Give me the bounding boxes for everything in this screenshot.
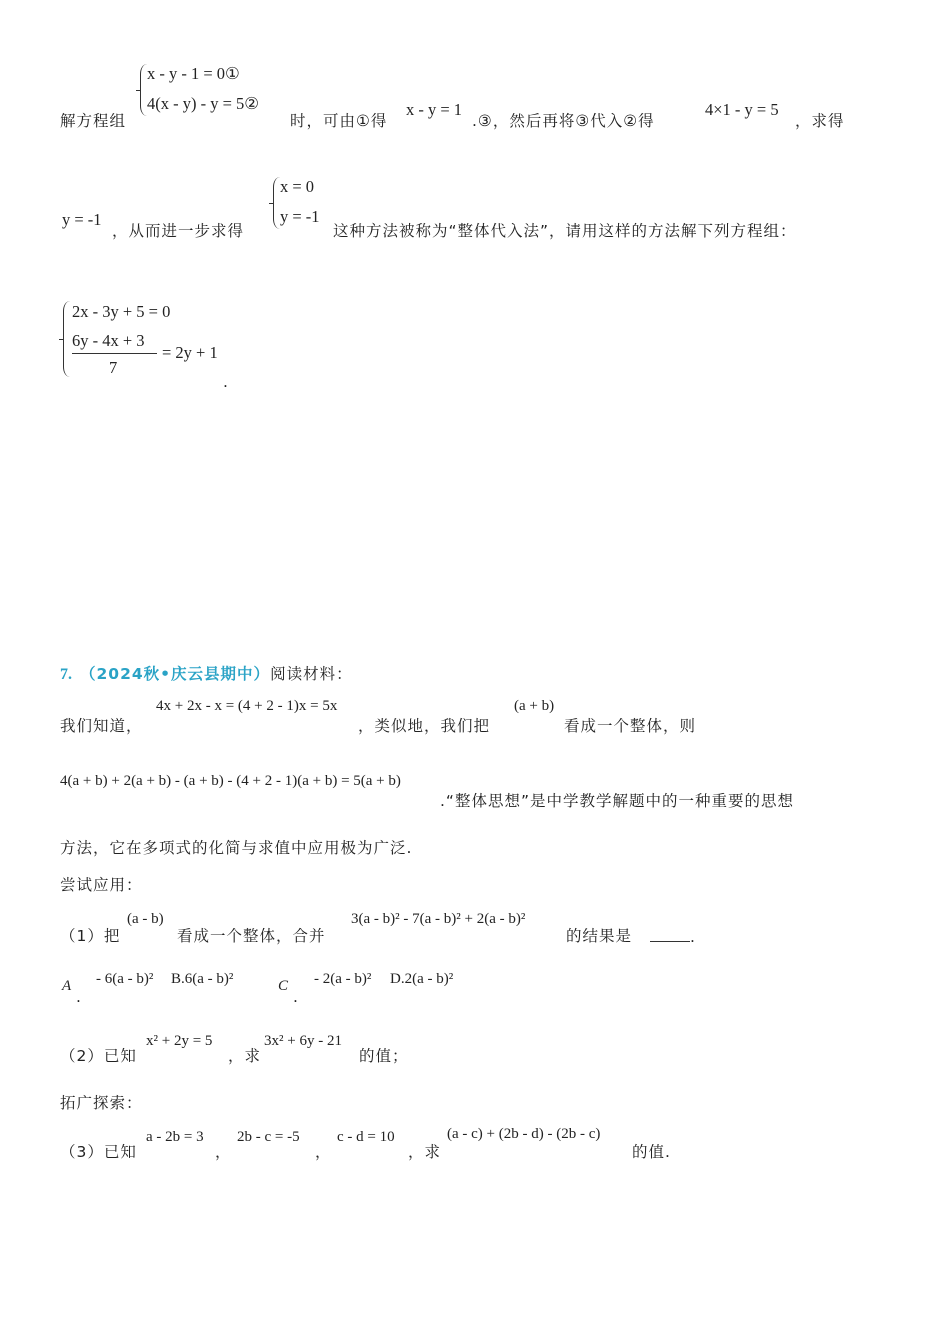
part3-sep1: ， [215,1143,232,1161]
option-d[interactable]: D.2(a - b)² [390,971,454,987]
option-c-label: C [278,978,289,994]
part1-expr1: (a - b) [127,911,164,927]
line1-mid: ，类似地，我们把 [358,717,491,735]
part3-expr4: (a - c) + (2b - d) - (2b - c) [447,1126,601,1142]
explore-heading: 拓广探索： [60,1094,143,1112]
question-title-rest: 阅读材料： [270,665,353,683]
line1-expr2: (a + b) [514,698,555,714]
line1-end: 看成一个整体，则 [564,717,697,735]
solution-equation-2: y = -1 [280,207,320,226]
intro-expr-c: y = -1 [62,210,102,229]
part3-sep2: ， [315,1143,332,1161]
task-brace [63,301,70,377]
task-fraction-numerator: 6y - 4x + 3 [72,331,145,350]
system-equation-1: x - y - 1 = 0① [147,64,240,83]
option-b[interactable]: B.6(a - b)² [171,971,234,987]
system-brace [140,64,147,116]
part2-mid: ，求 [228,1047,262,1065]
task-equation-rhs: = 2y + 1 [162,343,218,362]
question-7-title [60,665,353,684]
option-a-label: A [62,978,72,994]
system-equation-2: 4(x - y) - y = 5② [147,94,260,113]
line1-prefix: 我们知道， [60,717,143,735]
part1-expr2: 3(a - b)² - 7(a - b)² + 2(a - b)² [351,911,526,927]
part3-expr2: 2b - c = -5 [237,1129,300,1145]
part2-prefix: （2）已知 [60,1047,137,1065]
option-c-expr[interactable]: - 2(a - b)² [314,971,372,987]
part3-end: 的值. [632,1143,671,1161]
solution-brace-tip [269,203,274,204]
option-a-expr[interactable]: - 6(a - b)² [96,971,154,987]
answer-blank-end: . [690,928,696,946]
task-brace-tip [59,339,64,340]
option-c-dot: . [293,988,299,1006]
intro-text-a: 时，可由①得 [290,112,388,130]
part3-expr1: a - 2b = 3 [146,1129,204,1145]
part3-expr3: c - d = 10 [337,1129,395,1145]
try-heading: 尝试应用： [60,876,143,894]
part1-end: 的结果是 [566,927,633,945]
part1-mid: 看成一个整体，合并 [177,927,326,945]
question-source: （2024秋•庆云县期中） [80,665,271,683]
task-equation-1: 2x - 3y + 5 = 0 [72,302,171,321]
part3-mid: ，求 [408,1143,442,1161]
part2-expr1: x² + 2y = 5 [146,1033,213,1049]
option-a-dot: . [76,988,82,1006]
line2-expr: 4(a + b) + 2(a + b) - (a + b) - (4 + 2 - 1)(a + b) = 5(a + b) [60,773,401,789]
system-brace-tip [136,90,141,91]
intro-expr-a: x - y = 1 [406,100,463,119]
part3-prefix: （3）已知 [60,1143,137,1161]
question-number: 7. [60,666,72,683]
task-fraction-bar [72,353,157,354]
intro-text-b: .③，然后再将③代入②得 [472,112,655,130]
task-end-dot: . [223,373,229,391]
answer-blank[interactable] [650,927,696,947]
part1-prefix: （1）把 [60,927,121,945]
intro-text-c: ，求得 [795,112,845,130]
solution-brace [273,177,280,229]
line2-text: .“整体思想”是中学教学解题中的一种重要的思想 [440,792,794,810]
line3-text: 方法，它在多项式的化简与求值中应用极为广泛. [60,839,413,857]
part2-expr2: 3x² + 6y - 21 [264,1033,342,1049]
intro-prefix: 解方程组 [60,112,127,130]
task-fraction-denominator: 7 [109,358,118,377]
solution-equation-1: x = 0 [280,177,315,196]
line1-expr: 4x + 2x - x = (4 + 2 - 1)x = 5x [156,698,338,714]
intro-text-e: 这种方法被称为“整体代入法”，请用这样的方法解下列方程组： [333,222,797,240]
part2-end: 的值； [359,1047,409,1065]
intro-expr-b: 4×1 - y = 5 [705,100,779,119]
intro-text-d: ，从而进一步求得 [112,222,245,240]
